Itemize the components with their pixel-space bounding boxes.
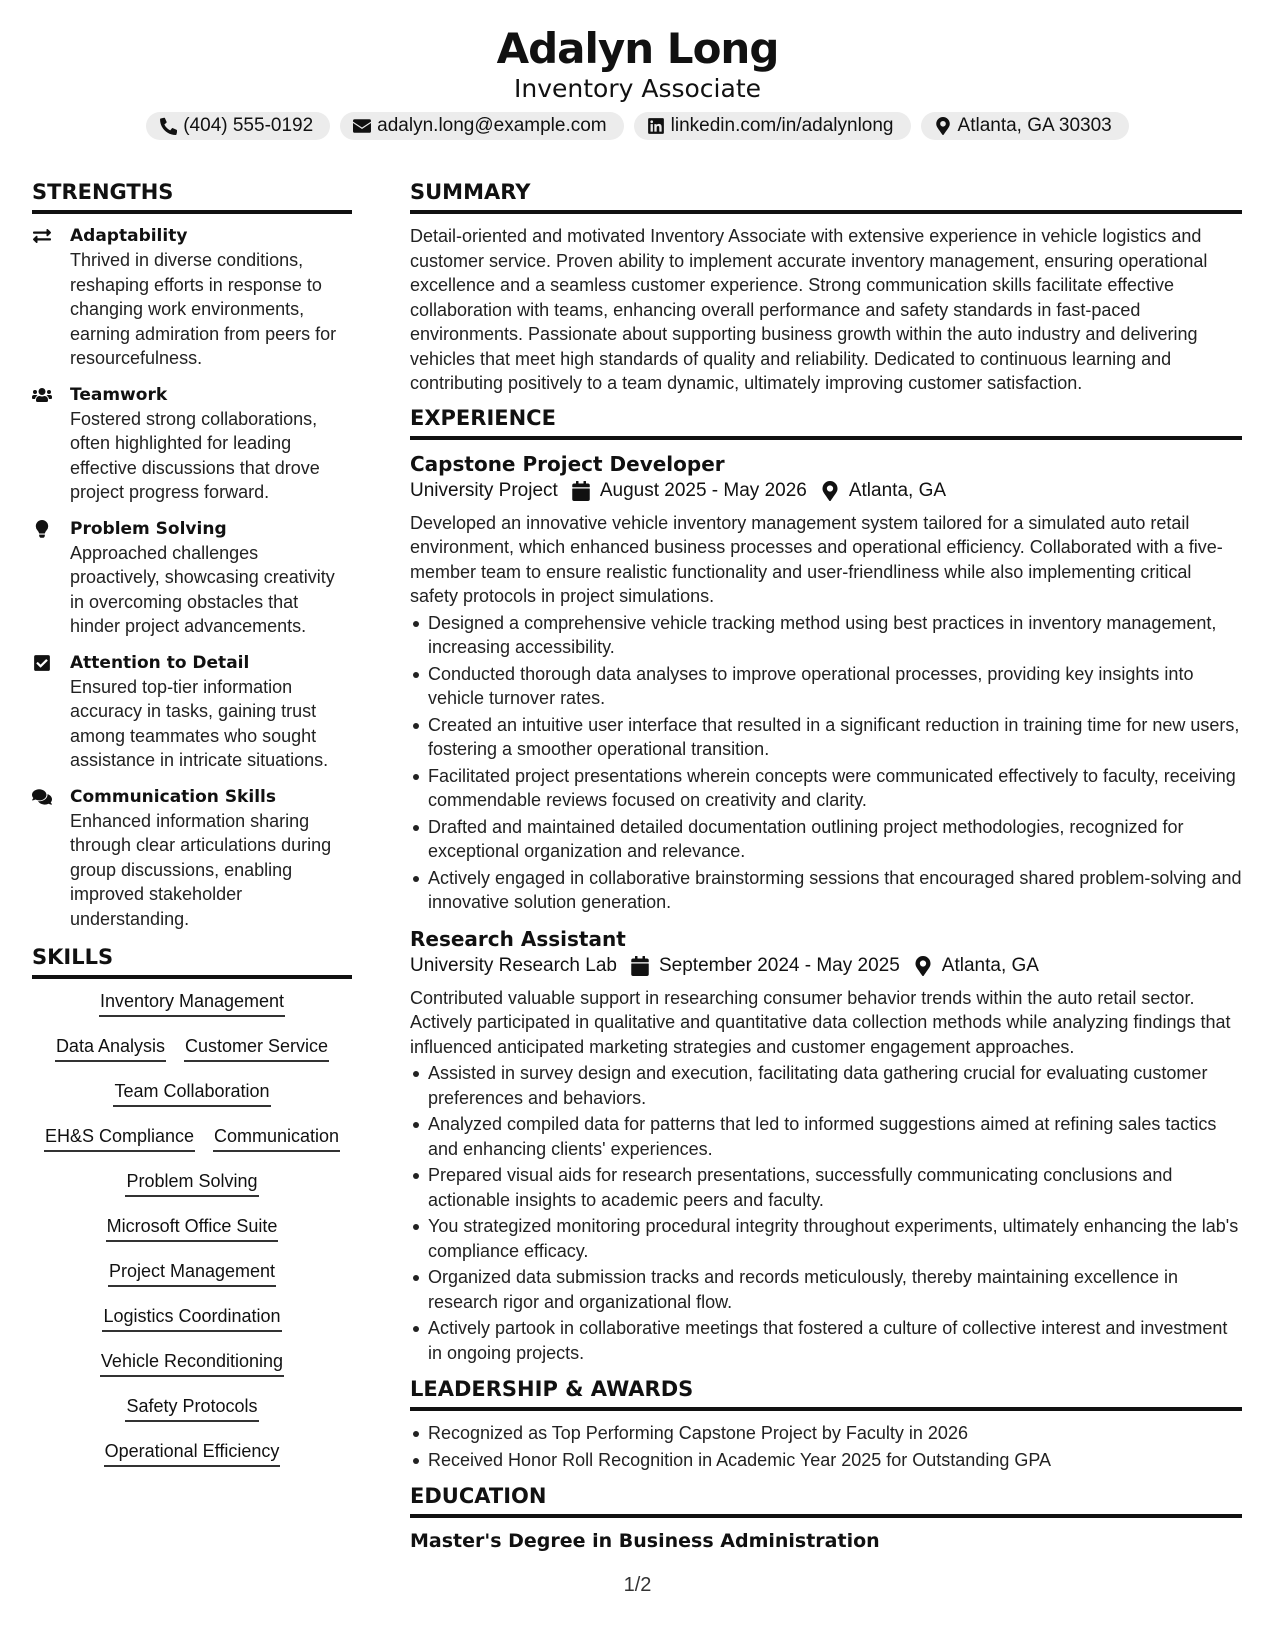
job-dates: September 2024 - May 2025 — [658, 954, 900, 976]
job-dates: August 2025 - May 2026 — [599, 479, 807, 501]
contact-email[interactable] — [340, 112, 623, 140]
skill-tag: Customer Service — [184, 1034, 329, 1062]
job-bullet: Organized data submission tracks and records meticulously, thereby maintaining excellence in research rigor and organizational flow. — [410, 1265, 1242, 1314]
job-org: University Project — [410, 479, 558, 501]
skill-tag: Vehicle Reconditioning — [100, 1349, 284, 1377]
skill-tag: Inventory Management — [99, 989, 285, 1017]
contact-phone-text: (404) 555-0192 — [183, 115, 314, 136]
strength-title: Problem Solving — [70, 518, 227, 539]
lightbulb-icon — [32, 520, 52, 538]
job-meta — [410, 478, 1242, 504]
phone-icon — [159, 117, 177, 135]
strength-item — [32, 651, 352, 773]
job-bullet: Designed a comprehensive vehicle tracking method using best practices in inventory management, increasing accessibility. — [410, 611, 1242, 660]
skills-list — [32, 989, 352, 1484]
calendar-icon — [631, 956, 649, 976]
job-entry — [410, 925, 1242, 1366]
awards-heading: LEADERSHIP & AWARDS — [410, 1375, 1242, 1411]
education-degree: Master's Degree in Business Administration — [410, 1530, 880, 1552]
skill-tag: Data Analysis — [55, 1034, 166, 1062]
strength-desc: Approached challenges proactively, showcasing creativity in overcoming obstacles that hinder project advancements. — [70, 542, 335, 636]
strength-desc: Thrived in diverse conditions, reshaping efforts in response to changing work environments, earning admiration from peers for resourcefulness. — [70, 250, 337, 368]
job-org: University Research Lab — [410, 954, 617, 976]
summary-heading: SUMMARY — [410, 178, 1242, 214]
skill-tag: Microsoft Office Suite — [106, 1214, 279, 1242]
strength-title: Teamwork — [70, 384, 168, 405]
job-description: Developed an innovative vehicle inventory management system tailored for a simulated auto retail environment, which enhanced business processes and operational efficiency. Collaborated with a five-member team to ensure realistic functionality and user-friendliness while also implementing critical safety protocols in project simulations. — [410, 512, 1223, 606]
job-bullets — [410, 1061, 1242, 1365]
skill-tag: Communication — [213, 1124, 340, 1152]
strength-item — [32, 785, 352, 932]
skill-tag: Operational Efficiency — [104, 1439, 281, 1467]
job-bullet: Actively engaged in collaborative brainstorming sessions that encouraged shared problem-solving and innovative solution generation. — [410, 866, 1242, 915]
job-title: Capstone Project Developer — [410, 451, 725, 476]
job-meta — [410, 953, 1242, 979]
job-location: Atlanta, GA — [848, 479, 947, 501]
strength-title: Adaptability — [70, 226, 188, 246]
strength-item — [32, 224, 352, 371]
job-bullet: Actively partook in collaborative meetings that fostered a culture of collective interest and investment in ongoing projects. — [410, 1316, 1242, 1365]
envelope-icon — [353, 117, 371, 135]
candidate-role: Inventory Associate — [514, 74, 761, 103]
contact-linkedin-text: linkedin.com/in/adalynlong — [670, 115, 894, 136]
job-bullet: Analyzed compiled data for patterns that led to informed suggestions aimed at refining sales tactics and enhancing clients' experiences. — [410, 1112, 1242, 1161]
map-pin-icon — [934, 117, 952, 135]
strength-desc: Ensured top-tier information accuracy in tasks, gaining trust among teammates who sought assistance in intricate situations. — [70, 676, 329, 770]
skill-tag: Team Collaboration — [113, 1079, 270, 1107]
candidate-name: Adalyn Long — [496, 24, 779, 73]
strength-title: Communication Skills — [70, 786, 276, 807]
calendar-icon — [572, 481, 590, 501]
job-description: Contributed valuable support in researching consumer behavior trends within the auto retail sector. Actively participated in qualitative and quantitative data collection methods while analyzing findings that influenced anticipated marketing strategies and customer engagement approaches. — [410, 987, 1231, 1057]
contact-location-text: Atlanta, GA 30303 — [957, 115, 1112, 136]
resume-header — [0, 0, 1275, 140]
award-item: Received Honor Roll Recognition in Academic Year 2025 for Outstanding GPA — [410, 1448, 1242, 1473]
skill-tag: Safety Protocols — [125, 1394, 258, 1422]
job-entry — [410, 450, 1242, 915]
linkedin-icon — [647, 117, 665, 135]
map-pin-icon — [821, 481, 839, 501]
arrows-exchange-icon — [32, 227, 52, 245]
job-bullets — [410, 611, 1242, 915]
award-item: Recognized as Top Performing Capstone Project by Faculty in 2026 — [410, 1421, 1242, 1446]
skill-tag: Project Management — [108, 1259, 276, 1287]
job-bullet: You strategized monitoring procedural integrity throughout experiments, ultimately enhancing the lab's compliance efficacy. — [410, 1214, 1242, 1263]
job-bullet: Assisted in survey design and execution, facilitating data gathering crucial for evaluating customer preferences and behaviors. — [410, 1061, 1242, 1110]
strength-desc: Fostered strong collaborations, often highlighted for leading effective discussions that drove project progress forward. — [70, 408, 320, 502]
job-location: Atlanta, GA — [941, 954, 1039, 976]
contact-email-text: adalyn.long@example.com — [377, 115, 607, 136]
users-icon — [32, 386, 52, 404]
job-bullet: Created an intuitive user interface that resulted in a significant reduction in training time for new users, fostering a smoother operational transition. — [410, 713, 1242, 762]
checkbox-icon — [32, 654, 52, 672]
job-bullet: Conducted thorough data analyses to improve operational processes, providing key insights into vehicle turnover rates. — [410, 662, 1242, 711]
contact-linkedin[interactable] — [634, 112, 911, 140]
contact-bar — [0, 112, 1275, 140]
strength-item — [32, 517, 352, 639]
right-column — [410, 178, 1242, 1554]
strength-desc: Enhanced information sharing through clear articulations during group discussions, enabling improved stakeholder understanding. — [70, 810, 332, 929]
strength-title: Attention to Detail — [70, 652, 250, 673]
experience-heading: EXPERIENCE — [410, 404, 1242, 440]
skill-tag: Logistics Coordination — [102, 1304, 281, 1332]
job-title: Research Assistant — [410, 926, 626, 951]
summary-text: Detail-oriented and motivated Inventory Associate with extensive experience in vehicle logistics and customer service. Proven ability to implement accurate inventory management, ensuring operational excellence and a seamless customer experience. Strong communication skills facilitate effective collaboration with teams, enhancing overall performance and safety standards in fast-paced environments. Passionate about supporting business growth within the auto industry and delivering vehicles that meet high standards of quality and reliability. Dedicated to continuous learning and contributing positively to a team dynamic, ultimately improving customer satisfaction. — [410, 226, 1208, 393]
job-bullet: Drafted and maintained detailed documentation outlining project methodologies, recognized for exceptional organization and relevance. — [410, 815, 1242, 864]
awards-list — [410, 1421, 1242, 1472]
skill-tag: Problem Solving — [125, 1169, 258, 1197]
education-heading: EDUCATION — [410, 1482, 1242, 1518]
contact-location — [921, 112, 1129, 140]
comments-icon — [32, 788, 52, 806]
contact-phone[interactable] — [146, 112, 330, 140]
job-bullet: Facilitated project presentations wherein concepts were communicated effectively to faculty, receiving commendable reviews focused on creativity and clarity. — [410, 764, 1242, 813]
map-pin-icon — [914, 956, 932, 976]
strengths-heading: STRENGTHS — [32, 178, 352, 214]
skill-tag: EH&S Compliance — [44, 1124, 195, 1152]
page-number: 1/2 — [623, 1574, 652, 1596]
job-bullet: Prepared visual aids for research presentations, successfully communicating conclusions and actionable insights to academic peers and faculty. — [410, 1163, 1242, 1212]
left-column — [32, 178, 352, 1484]
strength-item — [32, 383, 352, 505]
skills-heading: SKILLS — [32, 943, 352, 979]
